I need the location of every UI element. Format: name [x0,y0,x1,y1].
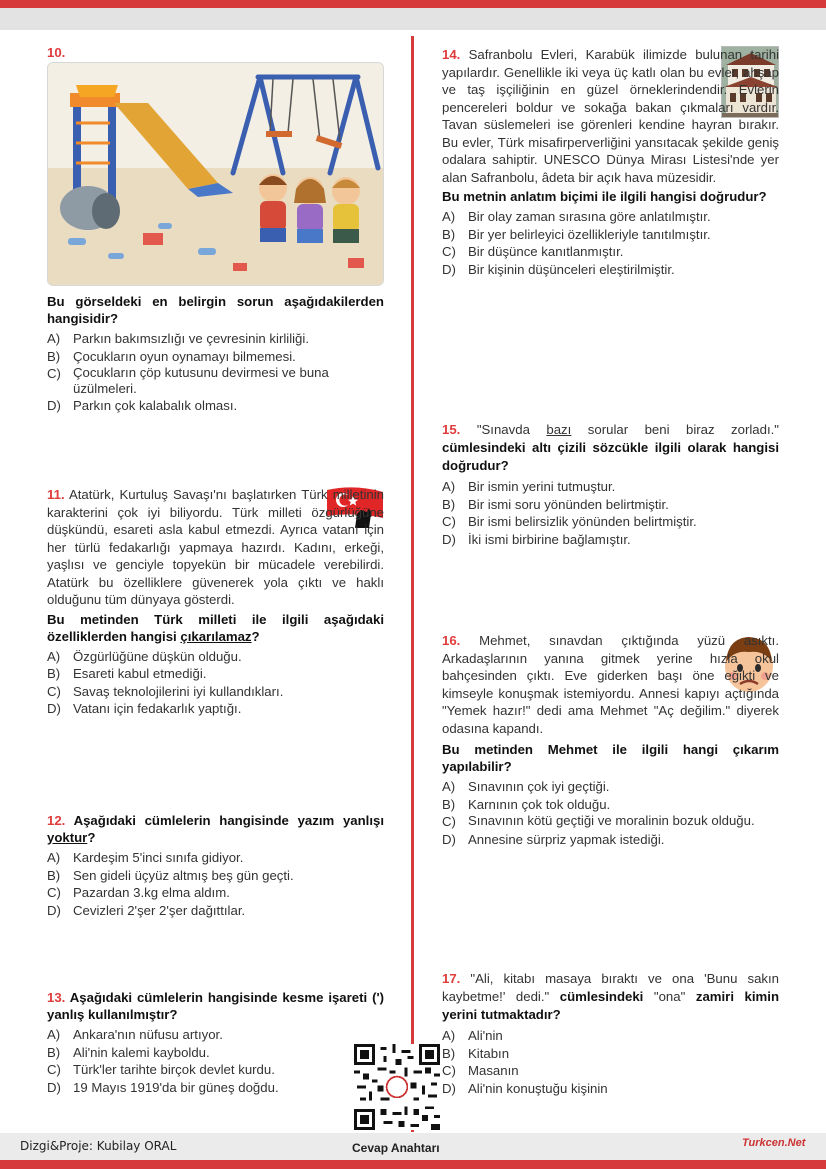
option-b[interactable]: B) Ali'nin kalemi kayboldu. [47,1044,210,1060]
header-bar [0,0,826,8]
option-d[interactable]: D) İki ismi birbirine bağlamıştır. [442,531,631,547]
question-stem: Bu metnin anlatım biçimi ile ilgili hangisi doğrudur? [442,189,767,204]
option-a[interactable]: A) Parkın bakımsızlığı ve çevresinin kirliliği. [47,331,309,346]
playground-illustration [47,62,384,286]
option-b[interactable]: B) Esareti kabul etmediği. [47,666,207,681]
question-10-body [47,293,384,415]
option-d[interactable]: D) Parkın çok kalabalık olması. [47,398,238,413]
question-number: 10. [47,45,66,60]
option-c[interactable]: C) Bir ismi belirsizlik yönünden belirtmiştir. [442,514,697,529]
option-d[interactable]: D) Ali'nin konuştuğu kişinin [442,1080,608,1096]
option-c[interactable]: C) Sınavının kötü geçtiği ve moralinin bozuk olduğu. [442,813,755,829]
option-b[interactable]: B) Bir yer belirleyici özellikleriyle tanıtılmıştır. [442,226,711,242]
option-a[interactable]: A) Özgürlüğüne düşkün olduğu. [47,648,242,664]
question-12 [47,812,384,919]
option-b[interactable]: B) Çocukların oyun oynamayı bilmemesi. [47,348,296,364]
question-15 [442,421,779,548]
option-c[interactable]: C) Bir düşünce kanıtlanmıştır. [442,244,624,259]
question-stem: Bu metinden Türk milleti ile ilgili aşağıdaki özelliklerden hangisi çıkarılamaz? [47,611,384,644]
option-c[interactable]: C) Savaş teknolojilerini iyi kullandıkları. [47,683,284,699]
question-13 [47,989,384,1096]
question-passage: 16. Mehmet, sınavdan çıktığında yüzü asıktı. Arkadaşlarının yanına gitmek yerine hızla okul bahçesinden çıktı. Eve giderken başı öne eğikti ve kimseyle konuşmak istemiyordu. Annesi kapıyı açtığında "Yemek hazır!" dedi ama Mehmet "Aç değilim." diyerek odasına kapandı. [442,633,779,736]
question-stem: 13. Aşağıdaki cümlelerin hangisinde kesme işareti (') yanlış kullanılmıştır? [47,990,384,1022]
option-b[interactable]: B) Kitabın [442,1045,510,1061]
option-c[interactable]: C) Türk'ler tarihte birçok devlet kurdu. [47,1062,275,1077]
footer-bar [0,1160,826,1169]
question-number: 11. [47,487,65,502]
option-d[interactable]: D) Vatanı için fedakarlık yaptığı. [47,701,242,716]
option-a[interactable]: A) Bir olay zaman sırasına göre anlatılmıştır. [442,209,711,224]
option-a[interactable]: A) Ali'nin [442,1028,503,1043]
playground-scene [48,63,384,286]
option-d[interactable]: D) Cevizleri 2'şer 2'şer dağıttılar. [47,902,246,918]
option-d[interactable]: D) 19 Mayıs 1919'da bir güneş doğdu. [47,1079,279,1095]
footer-credit: Dizgi&Proje: Kubilay ORAL [20,1139,177,1153]
question-17 [442,970,779,1097]
question-passage: 14. Safranbolu Evleri, Karabük ilimizde bulunan tarihi yapılardır. Genellikle iki veya üç katlı olan bu evler, ahşap ve taş işçiliğinin en güzel örneklerindendir. Evlerin pencereleri boldur ve sokağa bakan çıkmaları vardır. Tavan süslemeleri ise görenleri kendine hayran bırakır. Bu evler, Türk misafirperverliğini yansıtacak şekilde geniş odalara sahiptir. UNESCO Dünya Mirası Listesi'nde yer alan Safranbolu, âdeta bir açık hava müzesidir. [442,47,779,185]
question-stem: 12. Aşağıdaki cümlelerin hangisinde yazım yanlışı yoktur? [47,813,384,845]
option-c[interactable]: C) Çocukların çöp kutusunu devirmesi ve buna üzülmeleri. [47,365,329,396]
question-stem: 17. "Ali, kitabı masaya bıraktı ve ona 'Bunu sakın kaybetme!' dedi." cümlesindeki "ona" zamiri kimin yerini tutmaktadır? [442,971,779,1022]
option-c[interactable]: C) Pazardan 3.kg elma aldım. [47,885,230,900]
question-passage: 11. Atatürk, Kurtuluş Savaşı'nı başlatırken Türk milletinin karakterini çok iyi biliyordu. Türk milleti özgürlüğüne düşkündü, esareti asla kabul etmezdi. Ayrıca vatanı için her türlü fedakarlığı yapmaya hazırdı. Kadını, erkeği, yaşlısı ve genciyle topyekün bir mücadele verebilirdi. Atatürk bu özelliklere güvenerek yola çıktı ve haklı olduğunu tüm dünyaya gösterdi. [47,487,384,607]
option-a[interactable]: A) Bir ismin yerini tutmuştur. [442,479,616,494]
column-divider [411,36,414,1132]
question-16 [442,632,779,848]
option-d[interactable]: D) Bir kişinin düşünceleri eleştirilmiştir. [442,261,675,277]
option-c[interactable]: C) Masanın [442,1063,519,1078]
site-logo[interactable]: Turkcen.Net [742,1137,806,1149]
option-a[interactable]: A) Sınavının çok iyi geçtiği. [442,779,610,794]
answer-key-link[interactable]: Cevap Anahtarı [352,1141,440,1155]
option-b[interactable]: B) Karnının çok tok olduğu. [442,796,611,812]
question-stem: 15. "Sınavda bazı sorular beni biraz zorladı." cümlesindeki altı çizili sözcükle ilgili olarak hangisi doğrudur? [442,422,779,473]
option-b[interactable]: B) Sen gideli üçyüz altmış beş gün geçti. [47,867,294,883]
header-band [0,8,826,30]
option-b[interactable]: B) Bir ismi soru yönünden belirtmiştir. [442,496,669,512]
question-11 [47,486,384,718]
question-14 [442,46,779,278]
answer-key-qr-code[interactable] [354,1044,440,1130]
question-stem: Bu görseldeki en belirgin sorun aşağıdakilerden hangisidir? [47,294,384,326]
question-stem: Bu metinden Mehmet ile ilgili hangi çıkarım yapılabilir? [442,742,779,774]
option-a[interactable]: A) Kardeşim 5'inci sınıfa gidiyor. [47,850,244,865]
question-10 [47,44,384,62]
option-d[interactable]: D) Annesine sürpriz yapmak istediği. [442,831,665,847]
option-a[interactable]: A) Ankara'nın nüfusu artıyor. [47,1027,223,1042]
